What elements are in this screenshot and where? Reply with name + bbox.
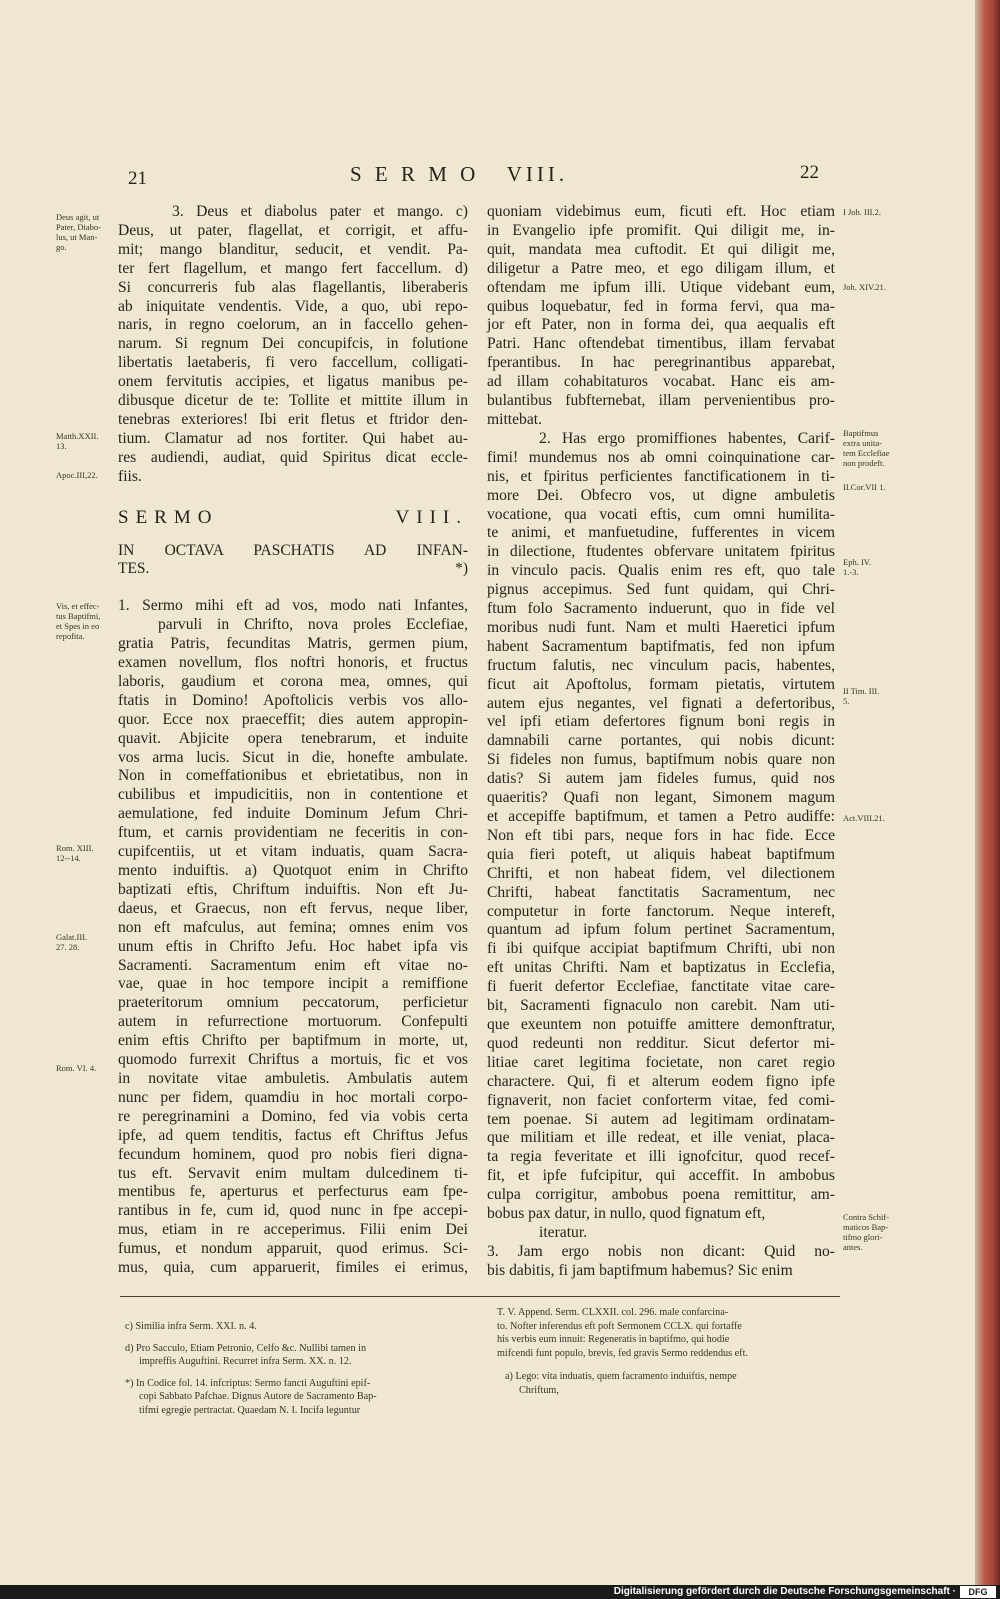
- text-line: 2. Has ergo promiffiones habentes, Carif-: [539, 429, 835, 447]
- text-line: in Evangelio ipfe promifit. Qui diligit me, in-: [487, 221, 835, 239]
- text-line: mentibus fe, aperturus et perfecturus eam fpe-: [118, 1183, 468, 1201]
- text-line: que militiam et ille redeat, et ille veniat, placa-: [487, 1129, 835, 1147]
- text-line: tium. Clamatur ad nos fortiter. Qui habet au-: [118, 429, 468, 447]
- text-line: libertatis laetaberis, fi vero faccellum, colligati-: [118, 354, 468, 372]
- margin-note: Act.VIII.21.: [843, 813, 885, 823]
- text-line: bobus pax datur, in nullo, quod fignatum eft,: [487, 1205, 766, 1223]
- text-line: autem in refurrectione mortuorum. Confepulti: [118, 1013, 468, 1031]
- margin-note: Apoc.III,22.: [56, 470, 98, 480]
- footnote-line: a) Lego: vita induatis, quem facramento induiftis, nempe: [505, 1371, 737, 1382]
- text-line: litiae caret legitima focietate, non caret regio: [487, 1053, 835, 1071]
- footnote-line: impreffis Auguftini. Recurret infra Serm. XX. n. 12.: [139, 1356, 352, 1367]
- footnote-line: *) In Codice fol. 14. infcriptus: Sermo fancti Auguftini epif-: [125, 1377, 371, 1389]
- text-line: mittebat.: [487, 410, 542, 428]
- text-line: damnabili carne portantes, qui nobis dicunt:: [487, 732, 835, 750]
- catchword-line: bis dabitis, fi jam baptifmum habemus? Sic enim: [487, 1261, 793, 1279]
- text-line: Chrifti, habeat fanctitatis Sacramentum, nec: [487, 883, 835, 901]
- text-line: quaeritis? Quafi non legant, Simonem magum: [487, 789, 835, 807]
- text-line: re peregrinamini a Domino, fed via vobis certa: [118, 1107, 468, 1125]
- text-line: 3. Jam ergo nobis non dicant: Quid no-: [487, 1242, 835, 1260]
- footnotes-left: [125, 1320, 377, 1417]
- page-number-right: 22: [800, 162, 819, 183]
- text-line: laboris, gaudium et corona mea, omnes, qui: [118, 672, 468, 690]
- text-line: quomodo furrexit Chriftus a mortuis, fic et vos: [118, 1051, 468, 1069]
- footnote-line: his verbis eum innuit: Regeneratis in baptifmo, qui hodie: [497, 1334, 730, 1345]
- text-line: pignus accepimus. Sed funt quidam, qui Chri-: [487, 581, 835, 599]
- margin-note: II.Cor.VII 1.: [843, 482, 886, 492]
- text-line: Deus, ut pater, flagellat, et corrigit, et affu-: [118, 221, 468, 239]
- margin-note: Rom. VI. 4.: [56, 1063, 97, 1073]
- text-line: mit; mango blanditur, seducit, et vendit. Pa-: [118, 240, 468, 258]
- text-line: nis, et fpiritus perficientes fanctificationem in ti-: [487, 467, 835, 485]
- footnote-line: mifcendi funt populo, brevis, fed gravis Sermo reddendus eft.: [497, 1347, 748, 1359]
- text-line: ftatis in Domino! Apoftolicis verbis vos allo-: [118, 691, 468, 709]
- text-line: res audiendi, audiat, quid Spiritus dicat eccle-: [118, 448, 468, 466]
- text-line: cubilibus et impudicitiis, non in contentione et: [118, 786, 468, 804]
- text-line: onem fervitutis accipies, et ligatus manibus pe-: [118, 373, 468, 391]
- text-line: quibus loquebatur, fed in forma fervi, qua ma-: [487, 297, 835, 315]
- text-line: gratia Patris, fecunditas Matris, germen pium,: [118, 635, 468, 653]
- text-line: Chrifti, et non habeat fidem, vel dilectionem: [487, 864, 835, 882]
- text-line: examen novellum, flos noftri honoris, et fructus: [118, 654, 468, 672]
- text-line: bulantibus fubfternebat, illam pervenientibus pro-: [487, 392, 835, 410]
- text-line: dibusque dicetur de te: Tollite et mittite illum in: [118, 392, 468, 410]
- text-line: quoniam videbimus eum, ficuti eft. Hoc etiam: [487, 203, 835, 220]
- text-line: mus, quia, cum apparuerit, fimiles ei erimus,: [118, 1259, 468, 1277]
- text-line: mento induiftis. a) Quotquot enim in Chrifto: [118, 862, 468, 879]
- footnote-rule: [120, 1296, 840, 1297]
- margin-note: Matth.XXII. 13.: [56, 431, 99, 451]
- text-line: naris, in regno coelorum, an in faccello gehen-: [118, 316, 468, 334]
- footnote-line: to. Nofter inferendus eft poft Sermonem CCLX. qui fortaffe: [497, 1320, 742, 1332]
- text-line: quavit. Abjicite opera tenebrarum, et induite: [118, 729, 468, 747]
- text-line: quit, mandata mea cuftodit. Et qui diligit me,: [487, 240, 835, 258]
- text-line: rantibus in fe, cum id, quod nunc in fpe accepi-: [118, 1202, 468, 1220]
- dfg-logo: DFG: [960, 1586, 996, 1598]
- footnote-line: Chriftum,: [519, 1384, 559, 1396]
- text-line: fi fuerit defertor Ecclefiae, fanctitate vitae care-: [487, 978, 835, 996]
- text-line: quia fieri poteft, ut aliquis habeat baptifmum: [487, 845, 835, 863]
- margin-note: Contra Schif- maticos Bap- tifmo glori- antes.: [843, 1212, 890, 1252]
- text-line: praeteritorum omnium peccatorum, perficietur: [118, 994, 468, 1012]
- sermon-subtitle: IN OCTAVA PASCHATIS AD INFAN-: [118, 541, 468, 559]
- text-line: fperantibus. In hac peregrinantibus apparebat,: [487, 354, 835, 372]
- text-line: cupifcentiis, ut et vitam induatis, quam Sacra-: [118, 843, 468, 861]
- text-line: tenebras exteriores! Ibi erit fletus et ftridor den-: [118, 410, 468, 428]
- margin-note: Deus agit, ut Pater, Diabo- lus, ut Man- go.: [56, 212, 101, 252]
- text-line: vel ipfi etiam defertores fignum boni regis in: [487, 713, 835, 731]
- text-line: fignaverit, non faciet conforterm vitae, fed comi-: [487, 1091, 835, 1109]
- text-line: unum eftis in Chrifto Jefu. Hoc habet ipfa vis: [118, 937, 468, 955]
- footnote-line: T. V. Append. Serm. CLXXII. col. 296. male confarcina-: [497, 1307, 729, 1318]
- text-line: Non in comeffationibus et ebrietatibus, non in: [118, 767, 468, 785]
- text-line: quor. Ecce nox praeceffit; dies autem appropin-: [118, 710, 468, 728]
- text-line: mus, etiam in re acceperimus. Filii enim Dei: [118, 1221, 468, 1239]
- text-line: ab iniquitate vendentis. Vide, a quo, ubi repo-: [118, 297, 468, 315]
- text-line: non eft mafculus, aut femina; omnes enim vos: [118, 918, 468, 936]
- text-line: vocatione, qua vocati eftis, cum omni humilita-: [487, 505, 835, 523]
- margin-note: Eph. IV. 1.-3.: [843, 557, 871, 577]
- footnote-line: tifmi egregie pertractat. Quaedam N. I. Incifa leguntur: [139, 1404, 361, 1416]
- margin-note: Baptifmus extra unita- tem Ecclefiae non prodeft.: [843, 428, 890, 468]
- sermon-title: SERMO VIII.: [118, 506, 468, 528]
- text-line: charactere. Qui, fi et alterum eodem figno ipfe: [487, 1072, 835, 1090]
- text-line: Sacramenti. Sacramentum enim eft vitae no-: [118, 956, 468, 974]
- text-line: datis? Si autem jam fideles fumus, quid nos: [487, 770, 835, 788]
- text-line: Si concurreris fub alas flagellantis, liberaberis: [118, 278, 468, 296]
- text-line: baptizati eftis, Chriftum induiftis. Non eft Ju-: [118, 880, 468, 898]
- margin-note: I Joh. III.2.: [843, 207, 882, 217]
- margin-note: Vis, et effec- tus Baptifmi, et Spes in eo repofita.: [56, 601, 101, 641]
- text-line: quod redeunti non redditur. Sicut defertor mi-: [487, 1034, 835, 1052]
- text-line: que exeuntem non potuiffe amittere demonftratur,: [487, 1015, 835, 1033]
- text-line: et accepiffe baptifmum, et tamen a Petro audiffe:: [487, 808, 835, 825]
- text-line: fimi! mundemus nos ab omni coinquinatione car-: [487, 448, 835, 466]
- text-line: in vinculo pacis. Qualis enim res eft, quo tale: [487, 562, 835, 580]
- margin-note: Galat.III. 27. 28.: [56, 932, 88, 952]
- text-line: jor eft Pater, non in forma dei, qua aequalis eft: [487, 316, 835, 334]
- text-line: fiis.: [118, 467, 142, 485]
- text-line: te animi, et manfuetudine, fufferentes in vicem: [487, 524, 835, 542]
- text-line: narum. Si regnum Dei concupifcis, in folutione: [118, 335, 468, 353]
- margin-note: Rom. XIII. 12--14.: [56, 843, 94, 863]
- margin-note: Joh. XIV.21.: [843, 282, 886, 292]
- running-title: S E R M O VIII.: [350, 162, 569, 186]
- book-edge: [975, 0, 1000, 1585]
- text-line: computetur in forte fanctorum. Neque intereft,: [487, 902, 835, 920]
- text-line: fecundum hominem, quod pro nobis fieri digna-: [118, 1145, 468, 1163]
- text-line: ter fert flagellum, et mango fert faccellum. d): [118, 259, 468, 277]
- text-line: Non eft tibi pars, neque fors in hac fide. Ecce: [487, 826, 835, 844]
- text-line: fructum falutis, nec vinculum pacis, habentes,: [487, 656, 835, 674]
- text-line: iteratur.: [539, 1223, 588, 1241]
- text-line: ipfe, ad quem tenditis, factus eft Chriftus Jefus: [118, 1126, 468, 1144]
- digitization-credit: Digitalisierung gefördert durch die Deutsche Forschungsgemeinschaft ·: [613, 1586, 956, 1597]
- text-line: Patri. Hanc oftendebat timentibus, illam fervabat: [487, 335, 835, 353]
- text-line: 1. Sermo mihi eft ad vos, modo nati Infantes,: [118, 597, 468, 615]
- right-column: [487, 203, 835, 1281]
- text-line: more Dei. Obfecro vos, ut digne ambuletis: [487, 486, 835, 504]
- text-line: ta regia feveritate et illi ignofcitur, quod recef-: [487, 1148, 835, 1166]
- text-line: vae, quae in hoc tempore incipit a remiffione: [118, 975, 468, 993]
- left-column: [118, 203, 468, 1278]
- text-line: aemulatione, fed induite Dominum Jefum Chri-: [118, 805, 468, 823]
- footnote-line: d) Pro Sacculo, Etiam Petronio, Celfo &c. Nullibi tamen in: [125, 1342, 367, 1354]
- text-line: tem poenae. Si autem ad legitimam ordinatam-: [487, 1110, 835, 1128]
- text-line: in dilectione, ftudentes obfervare unitatem fpiritus: [487, 543, 835, 561]
- text-line: tus eft. Servavit enim multam dulcedinem ti-: [118, 1164, 468, 1182]
- text-line: daeus, et Graecus, non eft fervus, neque liber,: [118, 899, 468, 917]
- text-line: vos arma lucis. Sicut in die, honefte ambulate.: [118, 748, 468, 766]
- text-line: culpa corrigitur, ambobus poena remittitur, am-: [487, 1186, 835, 1204]
- text-line: quantum ad ipfum folum pertinet Sacramentum,: [487, 921, 835, 939]
- text-line: fit, et ipfe fufcipitur, qui acceffit. In ambobus: [487, 1167, 835, 1185]
- text-line: ftum folo Sacramento induerunt, quo in fide vel: [487, 600, 835, 618]
- text-line: habent Sacramentum baptifmatis, fed non ipfum: [487, 637, 835, 655]
- text-line: eft unitas Chrifti. Nam et baptizatus in Ecclefia,: [487, 959, 835, 977]
- footnotes-right: [497, 1306, 748, 1397]
- page-number-left: 21: [128, 168, 147, 189]
- text-line: oftendam me ipfum illi. Utique videbant eum,: [487, 278, 835, 296]
- text-line: bit, Sacramenti fignaculo non carebit. Nam uti-: [487, 997, 835, 1015]
- footer-bar: [0, 1585, 1000, 1599]
- sermon-subtitle: TES. *): [118, 560, 468, 578]
- footnote-line: copi Sabbato Pafchae. Dignus Autore de Sacramento Bap-: [139, 1391, 377, 1402]
- text-line: ficut ait Apoftolus, formam pietatis, virtutem: [487, 675, 835, 693]
- text-line: autem ejus negantes, vel fignati a defertoribus,: [487, 694, 835, 712]
- text-line: nunc per fidem, quamdiu in hoc mortali corpo-: [118, 1088, 468, 1106]
- text-line: 3. Deus et diabolus pater et mango. c): [172, 203, 468, 220]
- text-line: in novitate vitae ambuletis. Ambulatis autem: [118, 1069, 468, 1087]
- text-line: fi ibi quifque accipiat baptifmum Chrifti, ubi non: [487, 940, 835, 958]
- text-line: enim eftis Chrifto per baptifmum in morte, ut,: [118, 1032, 468, 1050]
- text-line: moribus nudi funt. Nam et multi Haeretici ipfum: [487, 618, 835, 636]
- footnote-line: c) Similia infra Serm. XXI. n. 4.: [125, 1321, 257, 1332]
- margin-note: II Tim. III. 5.: [843, 686, 880, 706]
- text-line: parvuli in Chrifto, nova proles Ecclefiae,: [158, 616, 468, 634]
- text-line: ad illam cohabitaturos vocabat. Hanc eis am-: [487, 373, 835, 391]
- text-line: Si fideles non fumus, baptifmum nobis quare non: [487, 751, 835, 769]
- text-line: fumus, et nondum apparuit, quod erimus. Sci-: [118, 1240, 468, 1258]
- text-line: ftum, et carnis providentiam ne feceritis in con-: [118, 824, 468, 842]
- text-line: diligetur a Patre meo, et ego diligam illum, et: [487, 259, 835, 277]
